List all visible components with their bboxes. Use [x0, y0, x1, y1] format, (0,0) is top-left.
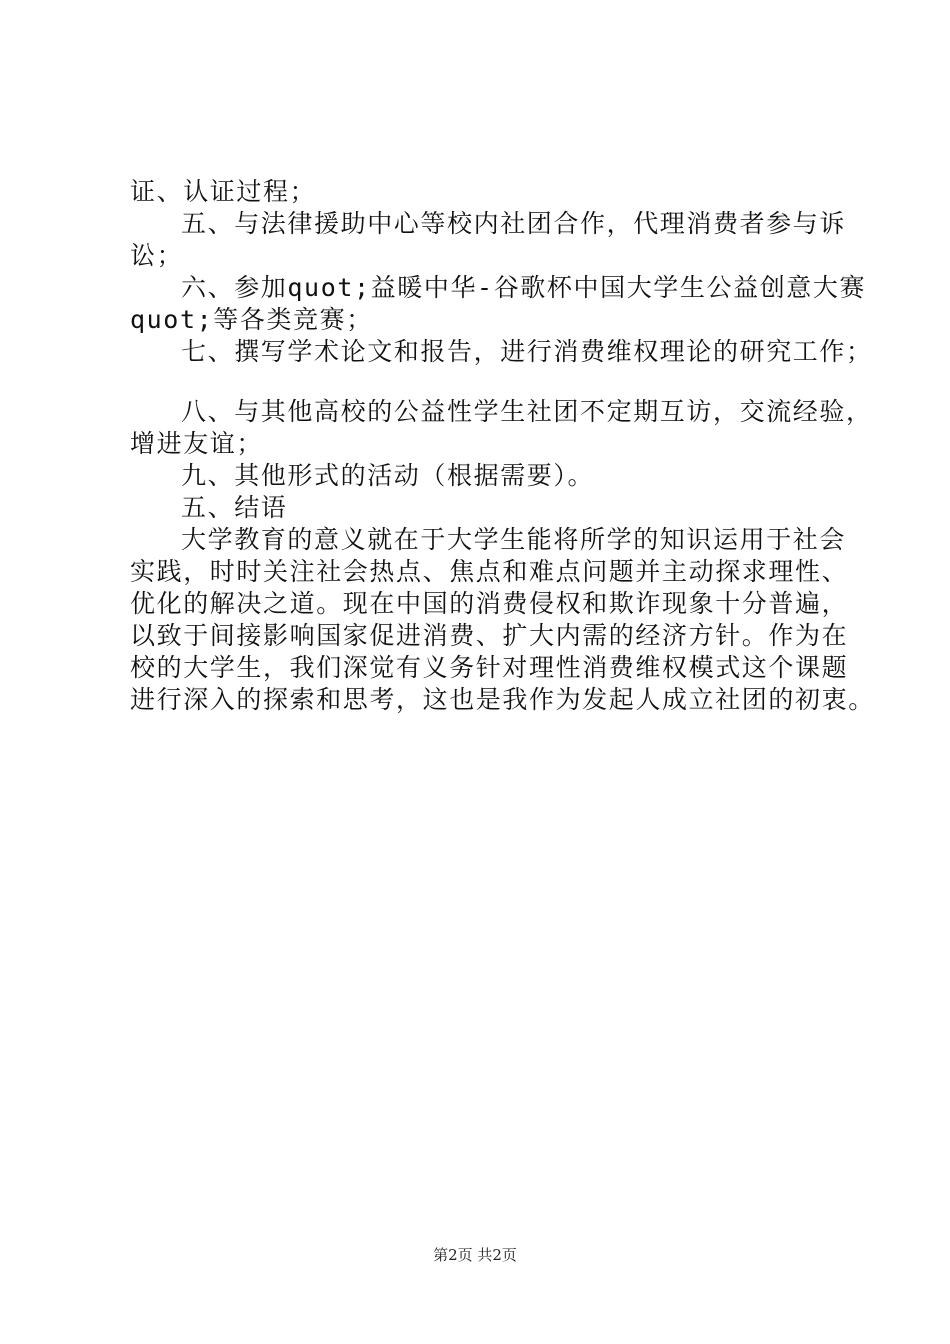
- list-item-9: 九、其他形式的活动（根据需要）。: [181, 461, 595, 490]
- paragraph-line: 优化的解决之道。现在中国的消费侵权和欺诈现象十分普遍，: [130, 589, 849, 618]
- paragraph-line: 实践，时时关注社会热点、焦点和难点问题并主动探求理性、: [130, 557, 849, 586]
- text-line: 讼；: [130, 241, 184, 270]
- text-line: quot;等各类竞赛；: [130, 305, 373, 334]
- list-item-6: 六、参加quot;益暖中华-谷歌杯中国大学生公益创意大赛: [181, 273, 867, 302]
- text-line: 证、认证过程；: [130, 177, 317, 206]
- text-line: 增进友谊；: [130, 429, 264, 458]
- paragraph-gap: [130, 368, 842, 396]
- list-item-5: 五、与法律援助中心等校内社团合作，代理消费者参与诉: [181, 209, 847, 238]
- list-item-7: 七、撰写学术论文和报告，进行消费维权理论的研究工作；: [181, 337, 873, 366]
- document-body: [130, 176, 875, 716]
- paragraph-line: 以致于间接影响国家促进消费、扩大内需的经济方针。作为在: [130, 621, 849, 650]
- page-footer: 第2页 共2页: [433, 1246, 517, 1264]
- section-heading: 五、结语: [181, 493, 288, 522]
- paragraph-line: 大学教育的意义就在于大学生能将所学的知识运用于社会: [181, 525, 847, 554]
- list-item-8: 八、与其他高校的公益性学生社团不定期互访，交流经验，: [181, 397, 873, 426]
- paragraph-line: 进行深入的探索和思考，这也是我作为发起人成立社团的初衷。: [130, 685, 875, 714]
- paragraph-line: 校的大学生，我们深觉有义务针对理性消费维权模式这个课题: [130, 653, 849, 682]
